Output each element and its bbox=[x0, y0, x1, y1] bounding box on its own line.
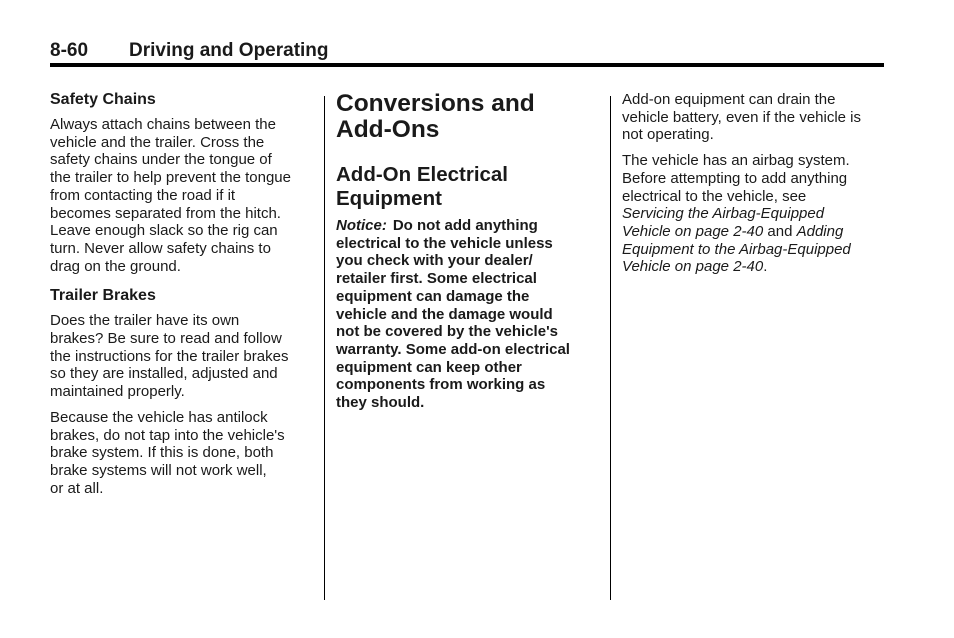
text-fragment: Adding bbox=[796, 222, 844, 240]
column-left bbox=[50, 91, 312, 505]
text-line: Equipment to the Airbag-Equipped bbox=[622, 240, 851, 258]
text-fragment: . bbox=[763, 258, 768, 276]
text-line: Add-on equipment can drain the bbox=[622, 91, 836, 108]
column-divider-left bbox=[324, 96, 325, 600]
heading-line: Add-Ons bbox=[336, 116, 440, 143]
heading-line: Equipment bbox=[336, 187, 442, 210]
paragraph-trailer-brakes-1 bbox=[50, 312, 312, 401]
text-line: electrical to the vehicle unless bbox=[336, 234, 553, 252]
text-line: retailer first. Some electrical bbox=[336, 270, 537, 288]
text-line: Vehicle on page 2-40 bbox=[622, 222, 764, 240]
section-title: Driving and Operating bbox=[129, 40, 329, 61]
text-line: you check with your dealer/ bbox=[336, 252, 533, 270]
notice-paragraph bbox=[336, 217, 594, 412]
text-fragment: and bbox=[763, 222, 797, 240]
text-line: drag on the ground. bbox=[50, 257, 181, 275]
text-line: the trailer to help prevent the tongue bbox=[50, 169, 291, 187]
text-line: vehicle and the damage would bbox=[336, 305, 553, 323]
heading-conversions-add-ons bbox=[336, 91, 594, 143]
text-line: Vehicle on page 2-40 bbox=[622, 258, 764, 276]
column-divider-right bbox=[610, 96, 611, 600]
text-line: the instructions for the trailer brakes bbox=[50, 347, 289, 365]
heading-trailer-brakes: Trailer Brakes bbox=[50, 287, 156, 305]
heading-safety-chains: Safety Chains bbox=[50, 91, 156, 108]
column-right bbox=[622, 91, 884, 284]
text-line: brake systems will not work well, bbox=[50, 461, 267, 479]
text-line: or at all. bbox=[50, 479, 104, 497]
text-line: brakes, do not tap into the vehicle's bbox=[50, 426, 285, 444]
text-line: brakes? Be sure to read and follow bbox=[50, 330, 282, 348]
header-rule bbox=[50, 63, 884, 67]
paragraph-trailer-brakes-2 bbox=[50, 409, 312, 498]
text-line: vehicle and the trailer. Cross the bbox=[50, 133, 265, 151]
text-line: turn. Never allow safety chains to bbox=[50, 239, 271, 257]
text-line: equipment can damage the bbox=[336, 287, 530, 305]
text-line: not operating. bbox=[622, 126, 714, 144]
text-line: Does the trailer have its own bbox=[50, 312, 240, 330]
text-line: Servicing the Airbag-Equipped bbox=[622, 205, 825, 223]
text-line: equipment can keep other bbox=[336, 358, 522, 376]
text-line: Because the vehicle has antilock bbox=[50, 408, 268, 426]
heading-line: Add-On Electrical bbox=[336, 163, 509, 186]
paragraph-safety-chains bbox=[50, 116, 312, 275]
text-line: Before attempting to add anything bbox=[622, 169, 848, 187]
text-line: Leave enough slack so the rig can bbox=[50, 222, 278, 240]
text-line: they should. bbox=[336, 394, 425, 412]
page-header bbox=[50, 38, 884, 68]
text-line: safety chains under the tongue of bbox=[50, 151, 272, 169]
page-number: 8-60 bbox=[50, 40, 89, 61]
text-line: Always attach chains between the bbox=[50, 116, 276, 133]
text-line: electrical to the vehicle, see bbox=[622, 187, 807, 205]
text-line: vehicle battery, even if the vehicle is bbox=[622, 108, 862, 126]
text-line: from contacting the road if it bbox=[50, 186, 236, 204]
text-line: The vehicle has an airbag system. bbox=[622, 152, 850, 170]
text-line: warranty. Some add-on electrical bbox=[336, 340, 570, 358]
heading-line: Conversions and bbox=[336, 90, 535, 117]
text-line: becomes separated from the hitch. bbox=[50, 204, 281, 222]
text-line: brake system. If this is done, both bbox=[50, 444, 274, 462]
heading-add-on-electrical bbox=[336, 163, 594, 211]
text-line: so they are installed, adjusted and bbox=[50, 365, 278, 383]
paragraph-battery-drain bbox=[622, 91, 884, 144]
text-line: maintained properly. bbox=[50, 383, 185, 401]
text-line: not be covered by the vehicle's bbox=[336, 323, 558, 341]
paragraph-airbag-system bbox=[622, 152, 884, 276]
notice-label: Notice: bbox=[336, 217, 387, 234]
text-line: Do not add anything bbox=[392, 217, 538, 234]
column-middle bbox=[336, 91, 594, 420]
text-line: components from working as bbox=[336, 376, 546, 394]
